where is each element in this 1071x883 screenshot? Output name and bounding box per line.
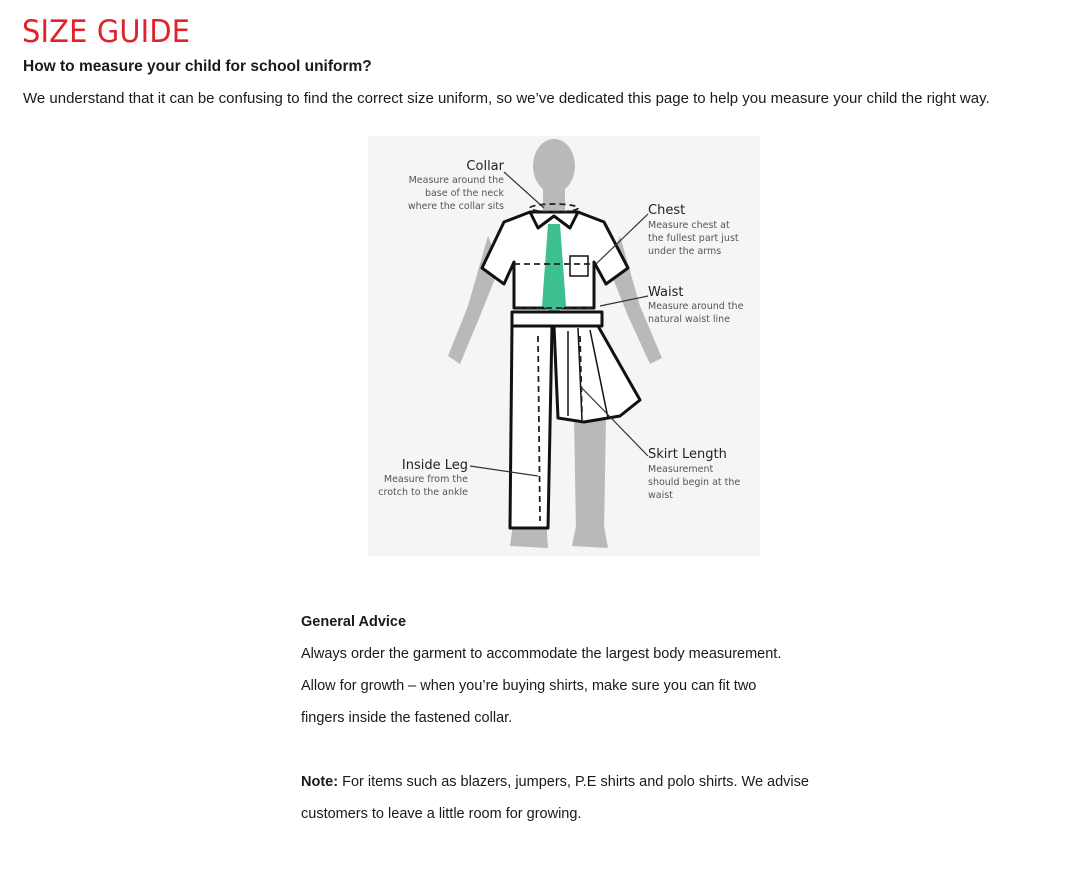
chest-label-line: Measure chest at xyxy=(648,220,730,231)
measurement-diagram xyxy=(368,136,760,556)
note-paragraph xyxy=(301,766,861,798)
collar-label-line: where the collar sits xyxy=(407,201,504,212)
page-subtitle: How to measure your child for school uniform? xyxy=(23,58,372,75)
shirt-pocket xyxy=(570,256,588,276)
advice-line: fingers inside the fastened collar. xyxy=(301,710,513,726)
chest-label-line: the fullest part just xyxy=(648,233,739,244)
skirt-length-label-line: waist xyxy=(648,490,673,501)
chest-label-title: Chest xyxy=(648,203,686,218)
collar-label-line: Measure around the xyxy=(408,175,504,186)
skirt-length-label-title: Skirt Length xyxy=(648,447,727,462)
note-label: Note: xyxy=(301,774,339,790)
note-line: customers to leave a little room for growing. xyxy=(301,806,582,822)
advice-line: Allow for growth – when you’re buying shirts, make sure you can fit two xyxy=(301,678,757,694)
collar-label-line: base of the neck xyxy=(424,188,504,199)
chest-label-line: under the arms xyxy=(648,246,722,257)
waist-label-line: natural waist line xyxy=(648,314,731,325)
advice-heading: General Advice xyxy=(301,614,407,630)
waist-label-title: Waist xyxy=(648,285,684,300)
advice-line: Always order the garment to accommodate the largest body measurement. xyxy=(301,646,782,662)
spacer xyxy=(301,734,861,766)
general-advice-section xyxy=(301,606,861,830)
note-text: For items such as blazers, jumpers, P.E shirts and polo shirts. We advise xyxy=(338,774,809,790)
inside-leg-label-title: Inside Leg xyxy=(401,458,468,473)
skirt-length-label-line: Measurement xyxy=(648,464,714,475)
trousers-drawing xyxy=(510,312,640,528)
page-title: SIZE GUIDE xyxy=(22,14,191,50)
skirt-length-label-line: should begin at the xyxy=(648,477,741,488)
measurement-diagram-svg xyxy=(368,136,760,556)
waist-label-line: Measure around the xyxy=(648,301,744,312)
collar-label-title: Collar xyxy=(466,159,504,174)
inside-leg-label-line: Measure from the xyxy=(383,474,468,485)
intro-text: We understand that it can be confusing to find the correct size uniform, so we’ve dedicated this page to help you measure your child the right way. xyxy=(23,90,990,107)
inside-leg-label-line: crotch to the ankle xyxy=(378,487,468,498)
